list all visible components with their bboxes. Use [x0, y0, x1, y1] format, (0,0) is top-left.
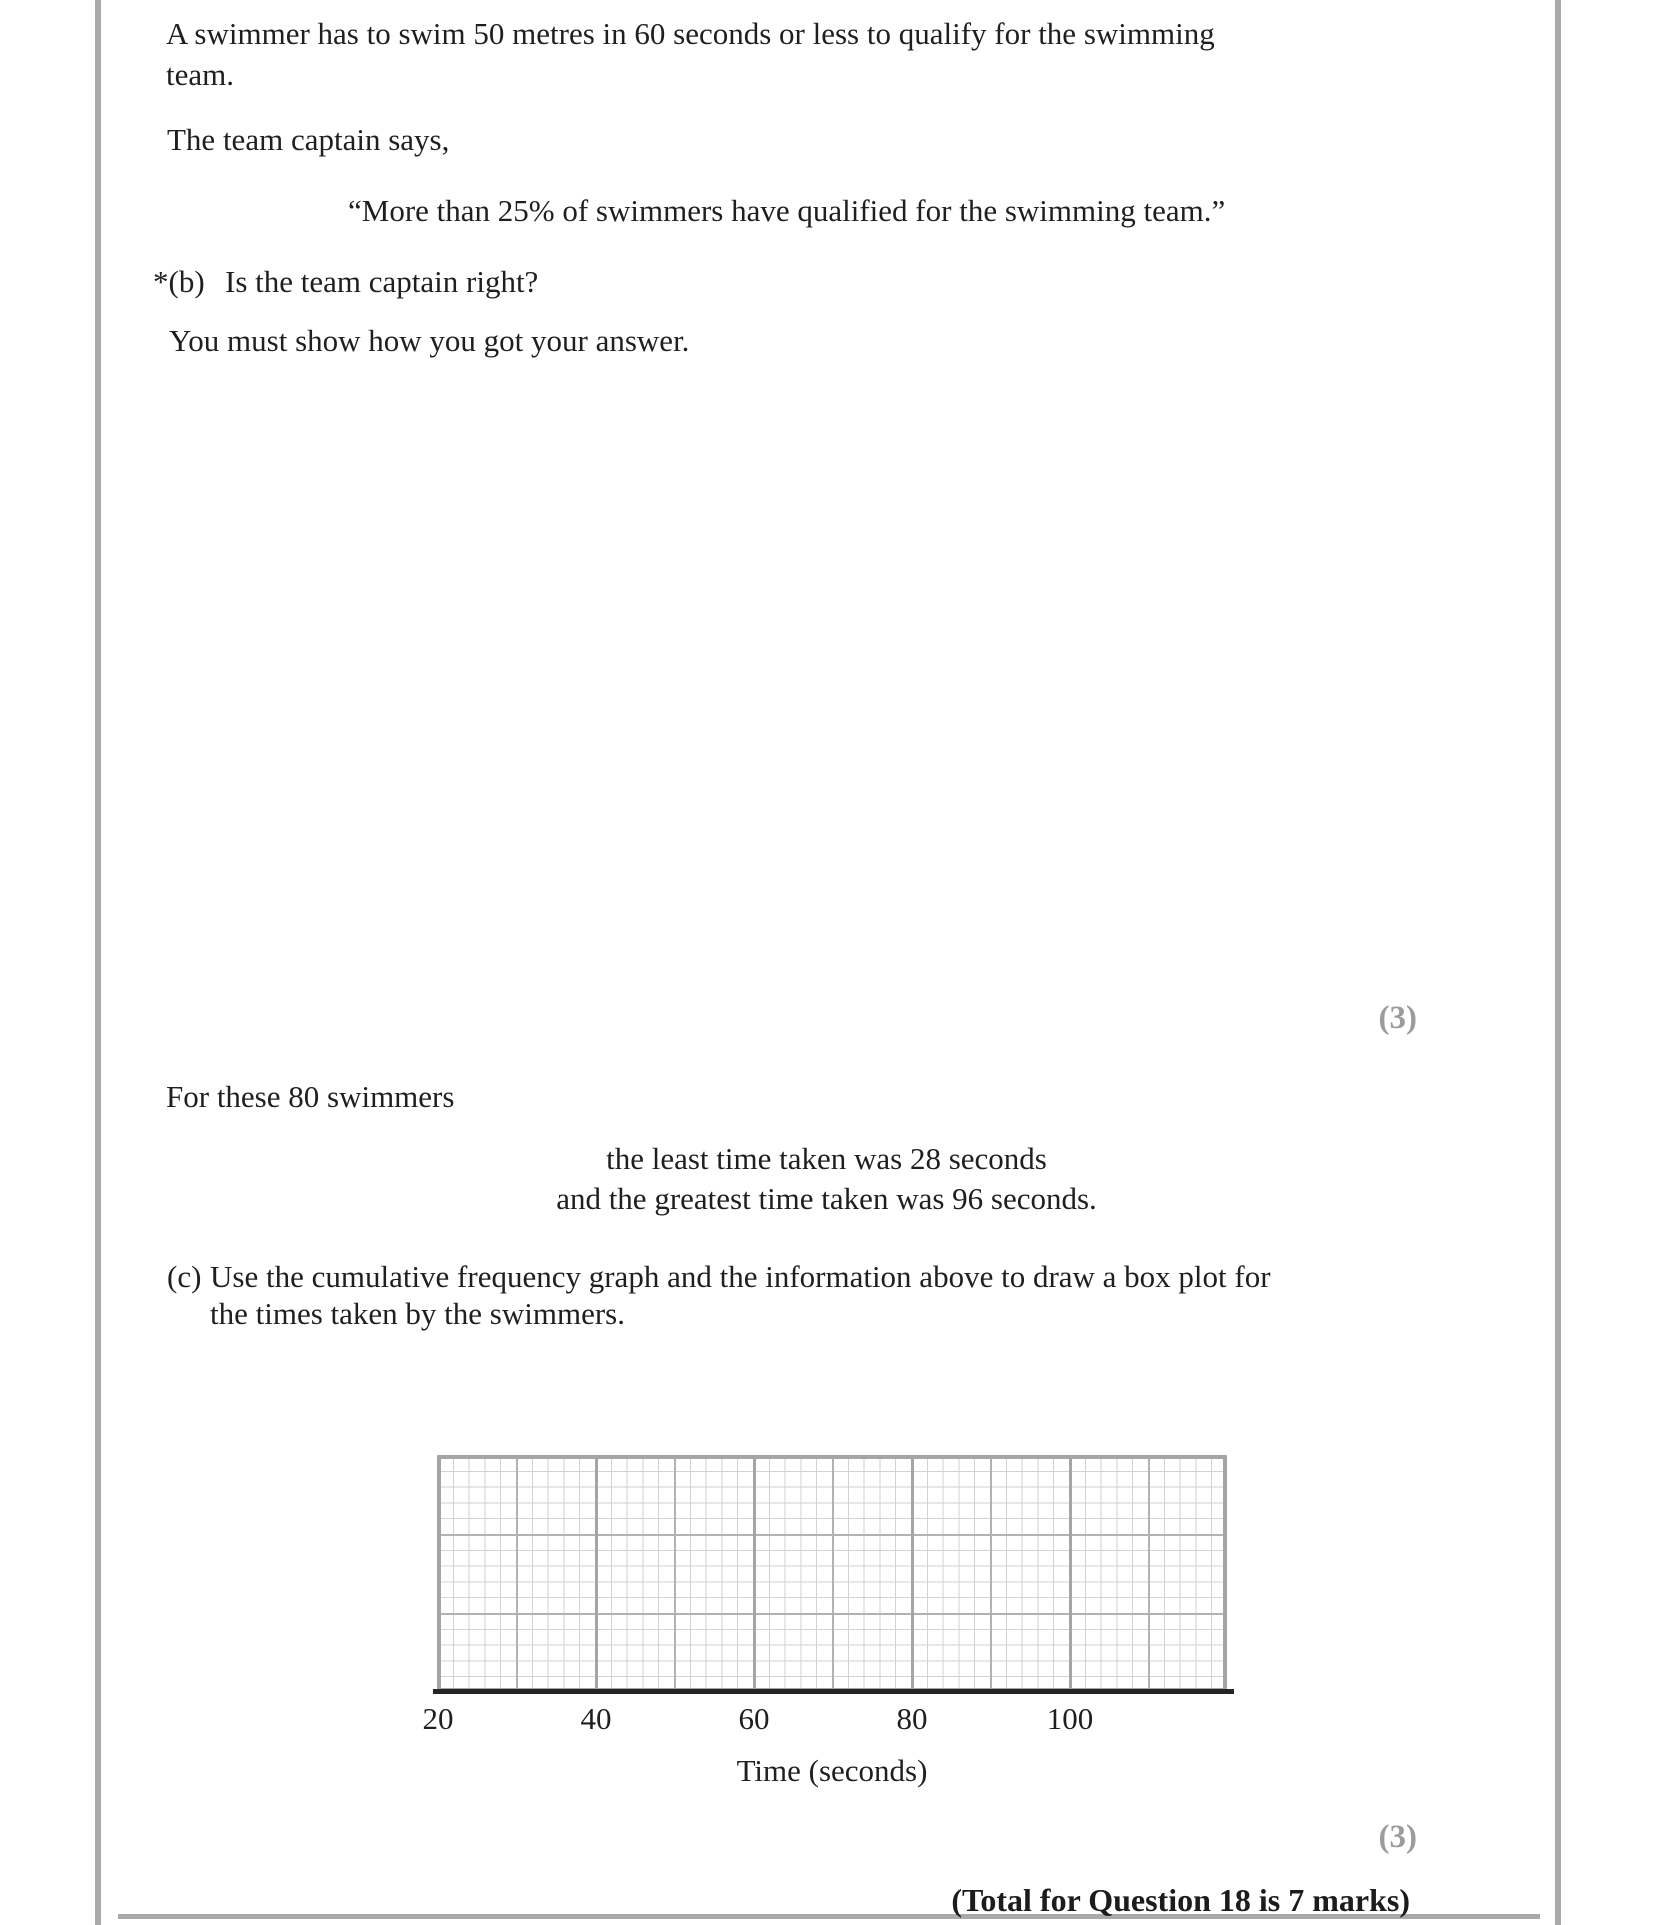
question-intro-line1: A swimmer has to swim 50 metres in 60 seconds or less to qualify for the swimming — [166, 16, 1215, 51]
x-tick-label: 40 — [580, 1701, 612, 1736]
captain-statement: The team captain says, — [167, 122, 450, 157]
part-b-marks: (3) — [1378, 1000, 1417, 1036]
swimmers-info-lines — [100, 1139, 1553, 1219]
x-tick-label: 100 — [1046, 1701, 1094, 1736]
x-tick-label: 80 — [896, 1701, 928, 1736]
greatest-time-line: and the greatest time taken was 96 seconds. — [556, 1181, 1097, 1216]
x-tick-label: 60 — [738, 1701, 770, 1736]
part-b-instruction: You must show how you got your answer. — [169, 323, 690, 358]
total-marks-line: (Total for Question 18 is 7 marks) — [951, 1882, 1410, 1918]
left-page-border — [95, 0, 101, 1925]
swimmers-info-heading: For these 80 swimmers — [166, 1079, 455, 1114]
x-axis-title: Time (seconds) — [736, 1753, 928, 1788]
right-page-border — [1555, 0, 1561, 1925]
captain-quote: “More than 25% of swimmers have qualified for the swimming team.” — [348, 193, 1226, 228]
part-b-label: *(b) — [153, 264, 205, 299]
part-c-text-line1: Use the cumulative frequency graph and the information above to draw a box plot for — [210, 1259, 1271, 1294]
part-c-marks: (3) — [1378, 1819, 1417, 1855]
x-axis-line — [433, 1689, 1234, 1694]
x-tick-label: 20 — [422, 1701, 454, 1736]
part-c-text-line2: the times taken by the swimmers. — [210, 1296, 625, 1331]
part-c-text — [210, 1258, 1271, 1332]
least-time-line: the least time taken was 28 seconds — [606, 1141, 1047, 1176]
box-plot-grid — [437, 1455, 1227, 1692]
part-b-question: Is the team captain right? — [225, 264, 539, 299]
question-intro-line2: team. — [166, 57, 234, 92]
question-intro — [166, 13, 1215, 95]
part-c-label: (c) — [167, 1259, 202, 1294]
